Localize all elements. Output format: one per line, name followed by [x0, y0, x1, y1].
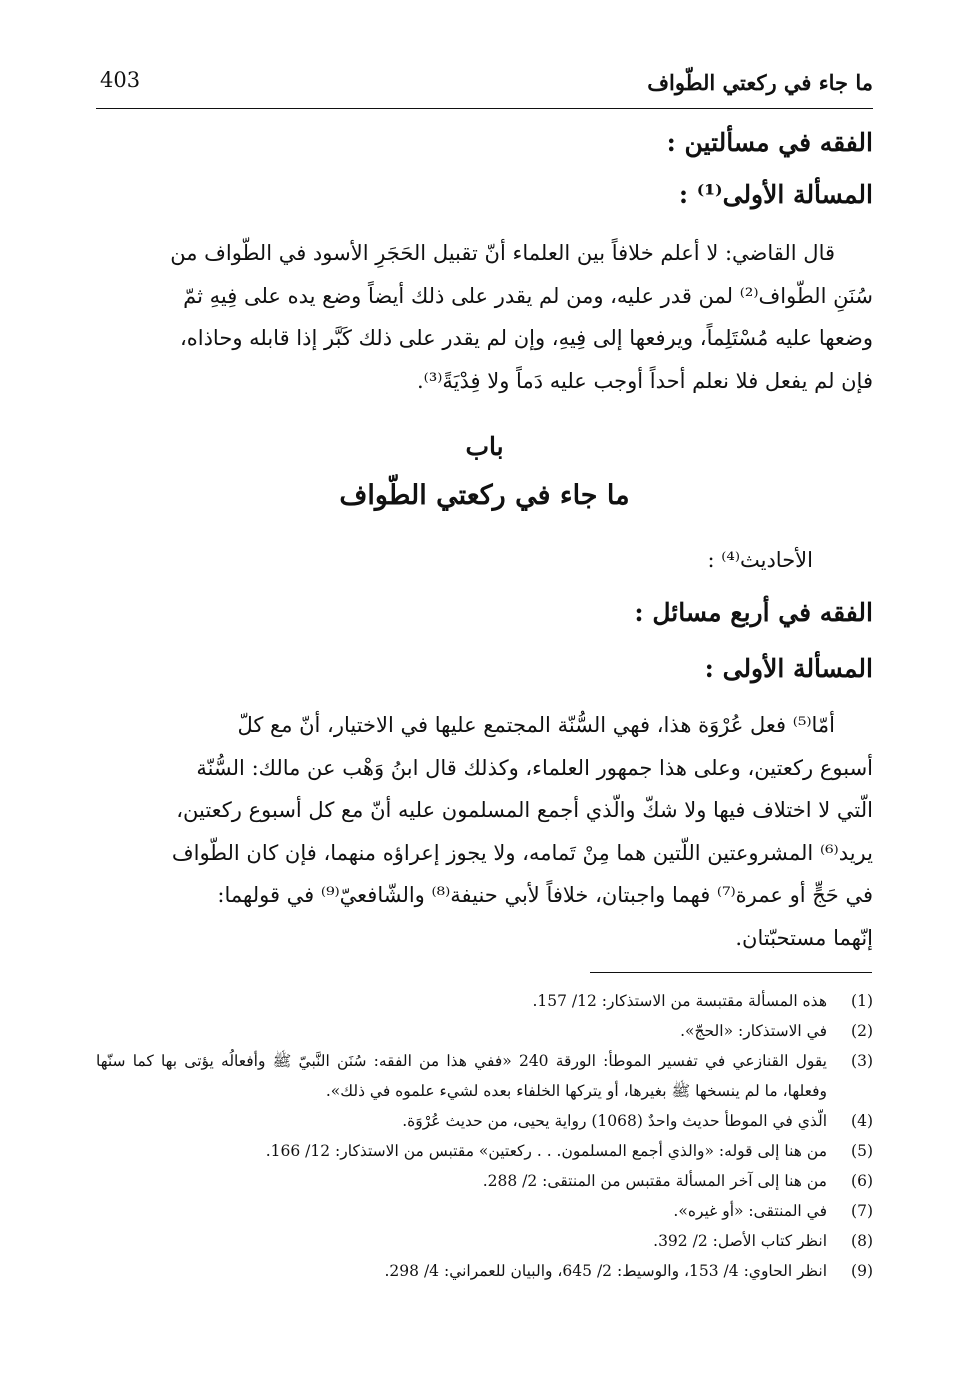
- footnote-number: (5): [851, 1142, 873, 1160]
- paragraph-line: سُنَنِ الطّواف⁽²⁾ لمن قدر عليه، ومن لم يقدر على ذلك أيضاً وضع يده على فِيهِ ثمّ: [183, 283, 873, 308]
- footnote-text: من هنا إلى قوله: «والذي أجمع المسلمون. . . ركعتين» مقتبس من الاستذكار: 12/ 166.: [265, 1142, 827, 1160]
- footnote: [96, 986, 873, 1016]
- paragraph-line: قال القاضي: لا أعلم خلافاً بين العلماء أنّ تقبيل الحَجَرِ الأسود في الطّواف من: [170, 241, 835, 265]
- paragraph-line: وضعها عليه مُسْتَلِماً، ويرفعها إلى فِيهِ، وإن لم يقدر على ذلك كَبَّر إذا قابله وحاذاه،: [179, 326, 873, 350]
- footnote-divider: [590, 972, 872, 973]
- footnote-text: الّذي في الموطأ حديث واحدٌ (1068) رواية يحيى، من حديث عُرْوَة.: [402, 1112, 827, 1130]
- section-heading: الفقه في مسألتين :: [666, 128, 873, 157]
- section-heading: الفقه في أربع مسائل :: [634, 598, 873, 627]
- footnote-text: في الاستذكار: «الحجّ».: [680, 1022, 827, 1040]
- paragraph-line: فإن لم يفعل فلا نعلم أحداً أوجب عليه دَماً ولا فِدْيَةً⁽³⁾.: [417, 368, 873, 393]
- footnotes: [96, 986, 873, 1286]
- paragraph-line: يريد⁽⁶⁾ المشروعتين اللّتين هما مِنْ تَمامه، ولا يجوز إعراؤه منهما، فإن كان الطّواف: [171, 840, 873, 865]
- footnote: [96, 1226, 873, 1256]
- chapter-label: باب: [465, 432, 504, 461]
- footnote-text: هذه المسألة مقتبسة من الاستذكار: 12/ 157.: [532, 992, 827, 1010]
- footnote: [96, 1256, 873, 1286]
- page-header: [96, 66, 873, 106]
- footnote-number: (9): [851, 1262, 873, 1280]
- paragraph-line: أسبوع ركعتين، وعلى هذا جمهور العلماء، وكذلك قال ابنُ وَهْب عن مالك: السُّنّة: [196, 755, 873, 780]
- footnote: [96, 1106, 873, 1136]
- running-title: ما جاء في ركعتي الطّواف: [647, 70, 873, 95]
- footnote: [96, 1136, 873, 1166]
- footnote: [96, 1166, 873, 1196]
- footnote-number: (2): [851, 1022, 873, 1040]
- footnote-text: من هنا إلى آخر المسألة مقتبس من المنتقى: 2/ 288.: [482, 1172, 827, 1190]
- chapter-title: ما جاء في ركعتي الطّواف: [339, 480, 630, 511]
- body-paragraph: [96, 704, 873, 959]
- body-paragraph: [96, 232, 873, 402]
- footnote-number: (3): [851, 1052, 873, 1070]
- footnote-text: يقول القنازعي في تفسير الموطأ: الورقة 240 «ففي هذا من الفقه: سُنَن النَّبيّ ﷺ وأفعالُه يؤتى بها كما سنّها وفعلها، ما لم ينسخها ﷺ بغيرها، أو يتركها الخلفاء بعده لشيء علموه في ذلك».: [96, 1052, 827, 1100]
- paragraph-line: إنّهما مستحبّتان.: [735, 925, 873, 950]
- question-heading: المسألة الأولى :: [704, 654, 873, 683]
- header-divider: [96, 108, 873, 109]
- question-heading: المسألة الأولى⁽¹⁾ :: [678, 180, 873, 209]
- footnote-number: (6): [851, 1172, 873, 1190]
- footnote-number: (8): [851, 1232, 873, 1250]
- paragraph-line: الّتي لا اختلاف فيها ولا شكّ والّذي أجمع المسلمون عليه أنّ مع كل أسبوع ركعتين،: [176, 798, 873, 822]
- page-number: 403: [100, 68, 141, 92]
- paragraph-line: في حَجٍّ أو عمرة⁽⁷⁾ فهما واجبتان، خلافاً لأبي حنيفة⁽⁸⁾ والشّافعيّ⁽⁹⁾ في قولهما:: [217, 883, 873, 907]
- footnote-number: (4): [851, 1112, 873, 1130]
- hadith-label: الأحاديث⁽⁴⁾ :: [707, 548, 813, 572]
- footnote-text: انظر الحاوي: 4/ 153، والوسيط: 2/ 645، والبيان للعمراني: 4/ 298.: [384, 1262, 827, 1280]
- footnote-number: (1): [851, 992, 873, 1010]
- footnote: [96, 1196, 873, 1226]
- footnote-number: (7): [851, 1202, 873, 1220]
- footnote-text: في المنتقى: «أو غيره».: [673, 1202, 827, 1220]
- footnote: [96, 1016, 873, 1046]
- footnote-text: انظر كتاب الأصل: 2/ 392.: [653, 1232, 827, 1250]
- footnote: [96, 1046, 873, 1106]
- paragraph-line: أمّا⁽⁵⁾ فعل عُرْوَة هذا، فهي السُّنّة المجتمع عليها في الاختيار، أنّ مع كلّ: [237, 713, 835, 737]
